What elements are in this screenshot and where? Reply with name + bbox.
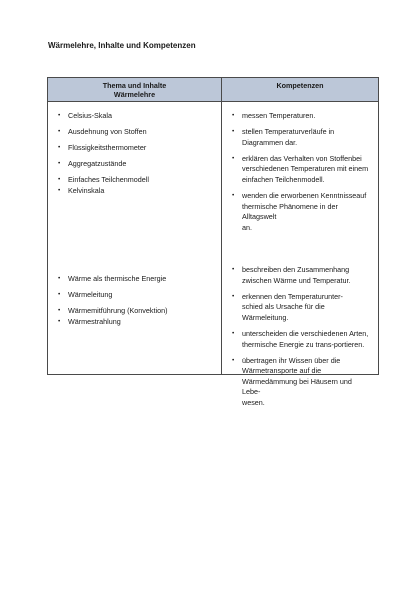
bullet-icon: • [232,356,235,364]
list-item [48,290,221,301]
list-item-text: Einfaches Teilchenmodell [68,175,149,185]
list-item-text: Wärme als thermische Energie [68,274,167,283]
list-item-line: unterscheiden die verschiedenen Arten, [242,328,369,338]
list-item-text: Kelvinskala [68,185,105,195]
list-item-line: Wärmeleitung. [242,312,289,322]
kompetenzen-column [222,102,378,408]
bullet-icon: • [58,176,61,184]
list-item-line: Diagrammen dar. [242,137,298,147]
list-item-text: Wärmemitführung (Konvektion) [68,306,168,316]
list-item [48,111,221,122]
list-item [222,154,378,186]
table-body [48,102,378,408]
table-header [48,78,378,102]
list-item-text: Aggregatzustände [68,159,127,169]
bullet-icon: • [232,192,235,200]
competency-table [47,77,379,408]
list-item [222,329,378,350]
list-item-line: thermische Energie zu trans-portieren. [242,339,365,349]
bullet-icon: • [58,307,61,315]
list-item-line: messen Temperaturen. [242,111,316,120]
list-item-text: Wärmestrahlung [68,316,121,326]
bullet-icon: • [232,329,235,337]
list-item-line: verschiedenen Temperaturen mit einem [242,164,369,174]
list-item-line: wesen. [242,398,265,408]
header-inhalte [48,78,222,101]
bullet-icon: • [58,128,61,136]
list-item [48,186,221,197]
list-item [222,191,378,233]
list-item-text: Flüssigkeitsthermometer [68,143,147,153]
list-item [48,143,221,154]
inhalte-list-2 [48,274,221,333]
list-item-line: thermische Phänomene in der Alltagswelt [242,201,338,222]
list-item [48,175,221,186]
list-item-line: Wärmetransporte auf die [242,366,322,376]
list-item [222,292,378,324]
bullet-icon: • [232,128,235,136]
list-item [48,306,221,317]
kompetenzen-list-2 [222,265,378,414]
list-item [48,274,221,285]
bullet-icon: • [58,186,61,194]
header-inhalte-line1: Thema und Inhalte [102,81,167,90]
bullet-icon: • [58,291,61,299]
header-kompetenzen: Kompetenzen [276,81,324,90]
bullet-icon: • [58,275,61,282]
bullet-icon: • [58,144,61,152]
list-item-line: übertragen ihr Wissen über die [242,355,341,365]
list-item [222,127,378,148]
inhalte-list-1 [48,111,221,202]
bullet-icon: • [232,292,235,300]
list-item-text: Celsius-Skala [68,111,112,120]
bullet-icon: • [58,317,61,325]
list-item-line: einfachen Teilchenmodell. [242,174,325,184]
list-item [222,356,378,409]
list-item-line: beschreiben den Zusammenhang [242,265,350,274]
list-item-line: wenden die erworbenen Kenntnisseauf [242,191,367,201]
list-item [222,111,378,122]
list-item [48,317,221,328]
list-item [48,159,221,170]
list-item-line: Wärmedämmung bei Häusern und Lebe- [242,376,352,397]
list-item-text: Ausdehnung von Stoffen [68,127,147,137]
list-item-text: Wärmeleitung [68,290,113,300]
header-inhalte-line2: Wärmelehre [113,90,156,99]
kompetenzen-list-1 [222,111,378,239]
bullet-icon: • [58,112,61,119]
list-item-line: erkennen den Temperaturunter- [242,291,343,301]
bullet-icon: • [232,154,235,162]
list-item-line: zwischen Wärme und Temperatur. [242,275,351,285]
bullet-icon: • [232,266,235,273]
inhalte-column [48,102,222,374]
list-item-line: schied als Ursache für die [242,302,325,312]
page-title: Wärmelehre, Inhalte und Kompetenzen [48,41,196,50]
list-item-line: erklären das Verhalten von Stoffenbei [242,153,362,163]
list-item [48,127,221,138]
bullet-icon: • [232,112,235,119]
list-item-line: stellen Temperaturverläufe in [242,127,335,137]
list-item [222,265,378,286]
list-item-line: an. [242,222,252,232]
bullet-icon: • [58,160,61,168]
